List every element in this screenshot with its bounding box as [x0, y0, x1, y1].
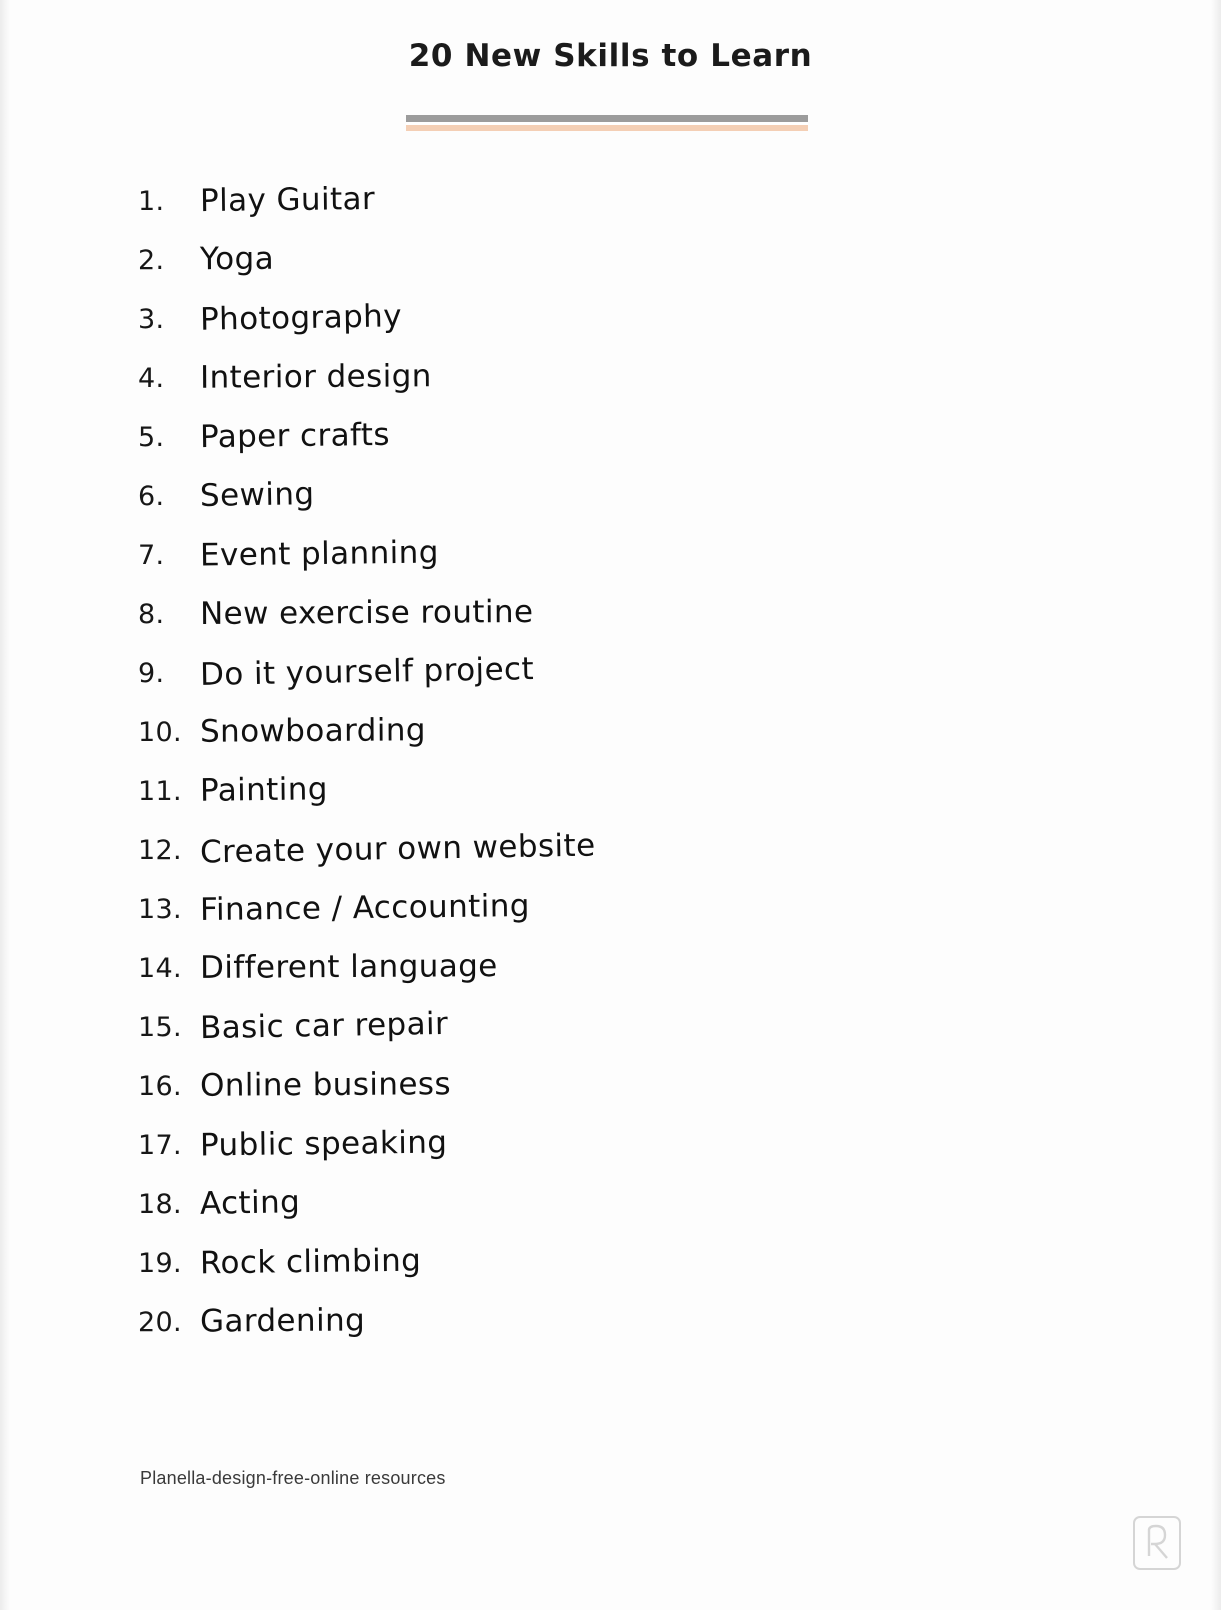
list-item-label: Online business — [199, 1066, 452, 1104]
list-item — [138, 595, 1038, 654]
list-item — [138, 1244, 1038, 1303]
list-item-number: 14. — [138, 953, 182, 984]
list-item — [138, 1005, 1038, 1067]
planella-monogram-logo — [1131, 1514, 1183, 1572]
list-item — [138, 949, 1038, 1008]
list-item — [138, 300, 1038, 359]
list-item-label: Snowboarding — [199, 712, 427, 750]
list-item-number: 12. — [138, 835, 182, 866]
list-item-label: Painting — [199, 771, 329, 809]
list-item-label: Gardening — [199, 1302, 366, 1340]
list-item-label: Play Guitar — [199, 180, 376, 220]
list-item-label: Acting — [199, 1184, 301, 1222]
list-item — [138, 418, 1038, 477]
list-item-label: Basic car repair — [199, 1005, 449, 1047]
page-title: 20 New Skills to Learn — [408, 38, 813, 74]
list-item-number: 3. — [138, 304, 165, 335]
divider-peach-bar — [406, 125, 808, 131]
list-item — [138, 1303, 1038, 1362]
list-item — [138, 772, 1038, 831]
list-item-number: 6. — [138, 481, 165, 512]
list-item — [138, 241, 1038, 300]
list-item-number: 15. — [138, 1012, 182, 1043]
list-item-number: 11. — [138, 776, 182, 807]
list-item — [138, 1185, 1038, 1244]
list-item-number: 10. — [138, 717, 182, 748]
list-item-number: 9. — [138, 658, 165, 689]
list-item-label: Rock climbing — [199, 1242, 422, 1282]
list-item — [138, 477, 1038, 536]
list-item — [138, 1067, 1038, 1126]
list-item-label: Finance / Accounting — [199, 887, 531, 929]
list-item-number: 13. — [138, 894, 182, 925]
list-item-label: New exercise routine — [199, 593, 534, 633]
list-item-label: Different language — [199, 948, 498, 986]
list-item-label: Yoga — [199, 240, 275, 278]
list-item — [138, 713, 1038, 772]
list-item-label: Event planning — [199, 534, 439, 574]
list-item-number: 7. — [138, 540, 165, 571]
list-item-number: 20. — [138, 1307, 182, 1338]
list-item — [138, 827, 1038, 890]
list-item — [138, 536, 1038, 595]
list-item — [138, 182, 1038, 241]
list-item — [138, 651, 1038, 713]
list-item-label: Sewing — [199, 476, 315, 514]
list-item-label: Photography — [199, 298, 403, 338]
list-item-number: 16. — [138, 1071, 182, 1102]
list-item-number: 19. — [138, 1248, 182, 1279]
title-divider — [406, 115, 808, 131]
divider-gray-bar — [406, 115, 808, 122]
list-item-label: Public speaking — [199, 1124, 448, 1164]
list-item-number: 4. — [138, 363, 165, 394]
footer-note: Planella-design-free-online resources — [140, 1468, 446, 1488]
list-item — [138, 359, 1038, 418]
list-item-number: 2. — [138, 245, 165, 276]
list-item-label: Interior design — [199, 358, 432, 396]
list-item-number: 5. — [138, 422, 165, 453]
list-item-number: 8. — [138, 599, 165, 630]
list-item-label: Create your own website — [199, 827, 596, 871]
skills-list — [138, 182, 1038, 1362]
list-item-number: 18. — [138, 1189, 182, 1220]
list-item-number: 1. — [138, 186, 165, 217]
list-item-label: Paper crafts — [199, 416, 391, 456]
list-item-label: Do it yourself project — [199, 651, 535, 693]
list-item — [138, 1126, 1038, 1185]
list-item — [138, 887, 1038, 949]
list-item-number: 17. — [138, 1130, 182, 1161]
